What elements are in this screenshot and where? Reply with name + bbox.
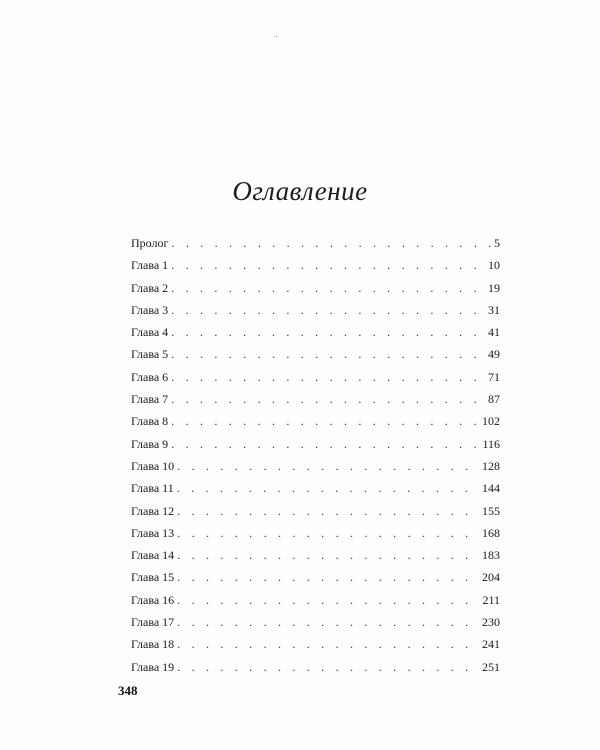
toc-entry — [131, 633, 500, 655]
toc-entry — [131, 388, 500, 410]
toc-entry — [131, 366, 500, 388]
toc-leader-dots — [171, 321, 486, 343]
toc-leader-dots — [177, 455, 480, 477]
toc-entry-page: 87 — [488, 392, 500, 407]
toc-entry — [131, 277, 500, 299]
toc-leader-dots — [171, 254, 486, 276]
table-of-contents — [131, 232, 500, 678]
toc-entry-page: 102 — [482, 414, 500, 429]
toc-entry-page: 116 — [482, 436, 500, 451]
toc-entry — [131, 232, 500, 254]
toc-entry — [131, 254, 500, 276]
toc-leader-dots — [177, 633, 480, 655]
page-number: 348 — [118, 683, 138, 698]
toc-leader-dots — [177, 566, 480, 588]
toc-entry — [131, 299, 500, 321]
toc-leader-dots — [171, 343, 486, 365]
toc-entry-label: Глава 15 — [131, 570, 175, 585]
toc-entry — [131, 343, 500, 365]
toc-entry-page: 183 — [482, 548, 500, 563]
toc-entry-page: 128 — [482, 458, 500, 473]
toc-entry-page: 71 — [488, 369, 500, 384]
paper-speck — [276, 36, 277, 37]
toc-leader-dots — [171, 232, 492, 254]
toc-entry — [131, 611, 500, 633]
toc-entry-page: 10 — [488, 258, 500, 273]
toc-entry-label: Глава 4 — [131, 325, 169, 340]
toc-entry-label: Глава 5 — [131, 347, 169, 362]
toc-entry — [131, 321, 500, 343]
toc-entry-label: Глава 7 — [131, 392, 169, 407]
toc-entry-label: Глава 14 — [131, 548, 175, 563]
toc-entry-label: Глава 1 — [131, 258, 169, 273]
toc-entry — [131, 477, 500, 499]
page-title: Оглавление — [232, 176, 368, 206]
toc-leader-dots — [171, 299, 486, 321]
toc-entry — [131, 522, 500, 544]
toc-entry-page: 251 — [482, 659, 500, 674]
toc-entry — [131, 410, 500, 432]
toc-entry — [131, 544, 500, 566]
toc-leader-dots — [177, 611, 480, 633]
toc-entry-label: Глава 3 — [131, 302, 169, 317]
toc-entry-label: Глава 17 — [131, 615, 175, 630]
toc-entry — [131, 455, 500, 477]
toc-leader-dots — [171, 433, 480, 455]
toc-entry-label: Глава 11 — [131, 481, 174, 496]
toc-entry — [131, 656, 500, 678]
toc-leader-dots — [177, 544, 480, 566]
toc-entry-page: 230 — [482, 615, 500, 630]
toc-entry — [131, 500, 500, 522]
toc-entry-page: 49 — [488, 347, 500, 362]
toc-entry-label: Глава 16 — [131, 592, 175, 607]
toc-entry-page: 41 — [488, 325, 500, 340]
toc-entry-label: Глава 13 — [131, 525, 175, 540]
toc-leader-dots — [171, 388, 486, 410]
toc-entry-page: 168 — [482, 525, 500, 540]
toc-entry-label: Глава 10 — [131, 458, 175, 473]
toc-leader-dots — [171, 277, 486, 299]
toc-leader-dots — [177, 477, 480, 499]
toc-entry-page: 31 — [488, 302, 500, 317]
toc-entry-page: 144 — [482, 481, 500, 496]
toc-leader-dots — [177, 589, 480, 611]
toc-leader-dots — [177, 656, 480, 678]
toc-entry-page: 241 — [482, 637, 500, 652]
toc-leader-dots — [177, 500, 480, 522]
toc-entry-page: 211 — [482, 592, 500, 607]
toc-entry-label: Глава 2 — [131, 280, 169, 295]
toc-entry-label: Пролог — [131, 236, 169, 250]
toc-entry-label: Глава 6 — [131, 369, 169, 384]
toc-entry-label: Глава 8 — [131, 414, 169, 429]
toc-entry-page: 155 — [482, 503, 500, 518]
toc-entry-page: 204 — [482, 570, 500, 585]
toc-entry — [131, 566, 500, 588]
toc-entry — [131, 433, 500, 455]
toc-leader-dots — [171, 410, 480, 432]
toc-entry — [131, 589, 500, 611]
toc-entry-label: Глава 19 — [131, 659, 175, 674]
toc-entry-label: Глава 9 — [131, 436, 169, 451]
toc-leader-dots — [177, 522, 480, 544]
toc-entry-label: Глава 18 — [131, 637, 175, 652]
toc-entry-label: Глава 12 — [131, 503, 175, 518]
toc-entry-page: 5 — [494, 236, 500, 250]
toc-entry-page: 19 — [488, 280, 500, 295]
toc-leader-dots — [171, 366, 486, 388]
